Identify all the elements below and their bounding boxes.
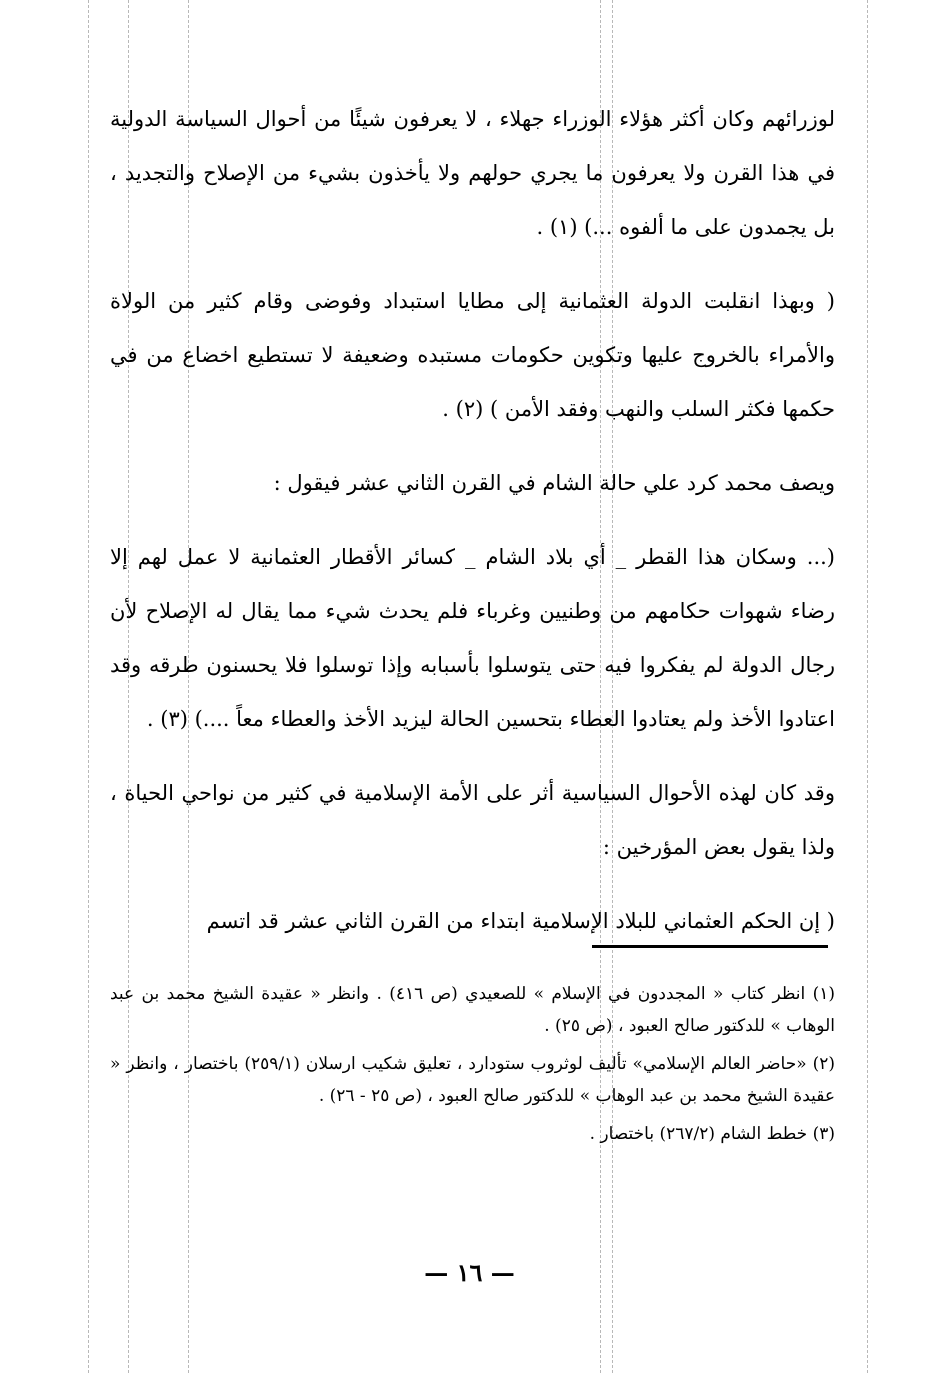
footnote: (١) انظر كتاب « المجددون في الإسلام » للصعيدي (ص ٤١٦) . وانظر « عقيدة الشيخ محمد بن عبد الوهاب » للدكتور صالح العبود ، (ص ٢٥) .	[110, 984, 836, 1036]
page-body	[110, 92, 835, 948]
paragraph: ( إن الحكم العثماني للبلاد الإسلامية ابتداء من القرن الثاني عشر قد اتسم	[206, 909, 835, 933]
footnote: (٣) خطط الشام (٢٦٧/٢) باختصار .	[589, 1124, 835, 1144]
paragraph: ويصف محمد كرد علي حالة الشام في القرن الثاني عشر فيقول :	[273, 471, 835, 495]
footnotes	[110, 978, 835, 1156]
footnote-separator	[592, 945, 828, 948]
paragraph: لوزرائهم وكان أكثر هؤلاء الوزراء جهلاء ، لا يعرفون شيئًا من أحوال السياسة الدولية في هذا القرن ولا يعرفون ما يجري حولهم ولا يأخذون بشيء من الإصلاح والتجديد ، بل يجمدون على ما ألفوه ...) (١) .	[110, 107, 835, 239]
page-number: — ١٦ —	[424, 1258, 515, 1287]
footnote: (٢) «حاضر العالم الإسلامي» تأليف لوثروب ستودارد ، تعليق شكيب ارسلان (٢٥٩/١) باختصار ، وانظر « عقيدة الشيخ محمد بن عبد الوهاب » للدكتور صالح العبود ، (ص ٢٥ - ٢٦) .	[110, 1054, 835, 1106]
paragraph: ( وبهذا انقلبت الدولة العثمانية إلى مطايا استبداد وفوضى وقام كثير من الولاة والأمراء بالخروج عليها وتكوين حكومات مستبده وضعيفة لا تستطيع اخضاع من في حكمها فكثر السلب والنهب وفقد الأمن ) (٢) .	[110, 289, 835, 421]
scan-guide-line	[867, 0, 868, 1373]
paragraph: وقد كان لهذه الأحوال السياسية أثر على الأمة الإسلامية في كثير من نواحي الحياة ، ولذا يقول بعض المؤرخين :	[110, 781, 835, 859]
paragraph: (... وسكان هذا القطر _ أي بلاد الشام _ كسائر الأقطار العثمانية لا عمل لهم إلا رضاء شهوات حكامهم من وطنيين وغرباء فلم يحدث شيء مما يقال له الإصلاح لأن رجال الدولة لم يفكروا فيه حتى يتوسلوا بأسبابه وإذا توسلوا فلا يحسنون طرقه وقد اعتادوا الأخذ ولم يعتادوا العطاء بتحسين الحالة ليزيد الأخذ والعطاء معاً ....) (٣) .	[110, 545, 835, 731]
scan-guide-line	[88, 0, 89, 1373]
